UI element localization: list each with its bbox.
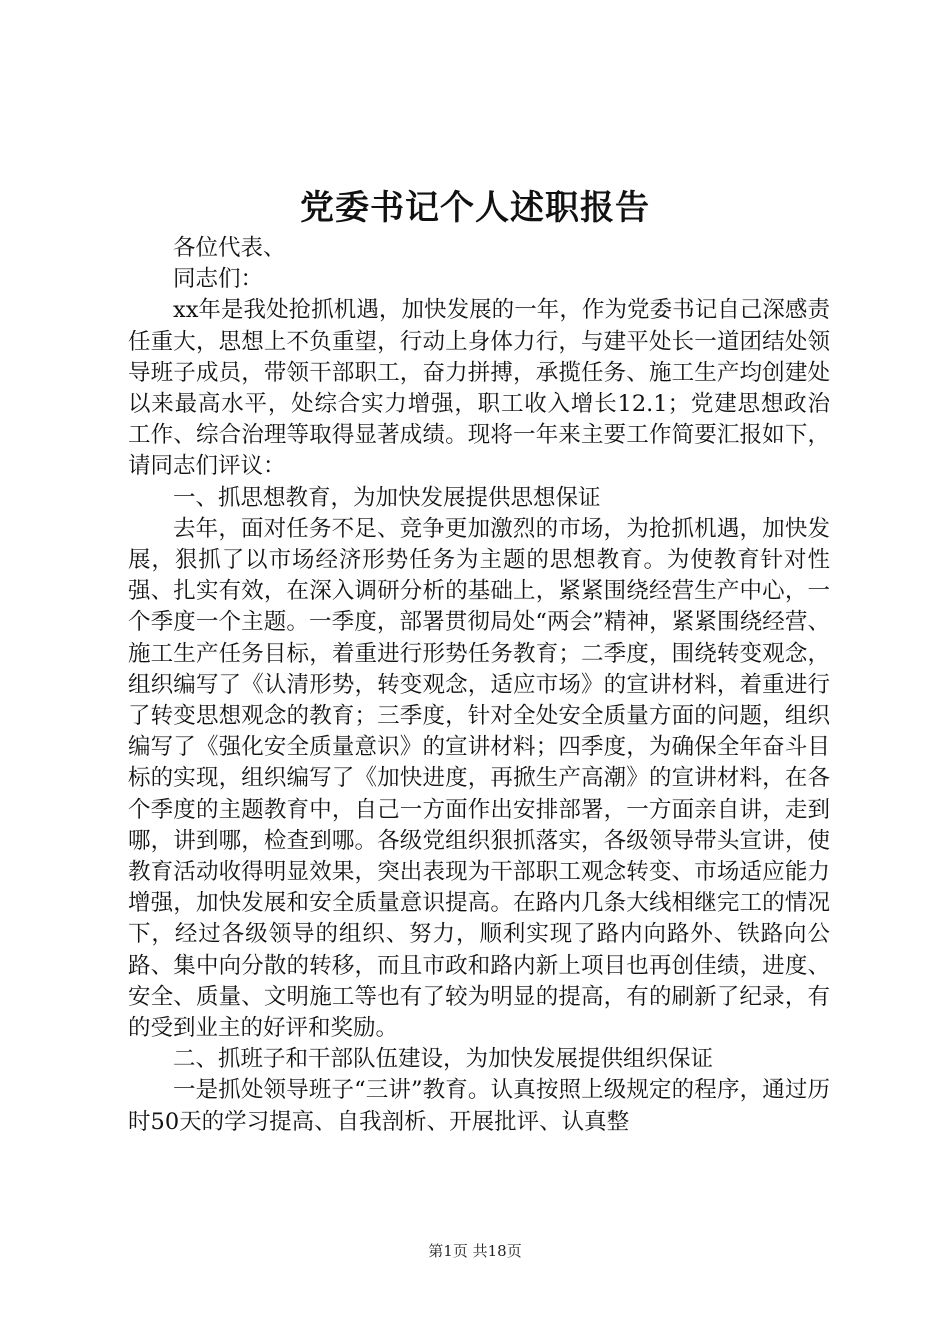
section-heading-2: 二、抓班子和干部队伍建设，为加快发展提供组织保证 — [173, 1046, 714, 1073]
salutation-line-2: 同志们： — [173, 266, 264, 293]
intro-paragraph: xx年是我处抢抓机遇，加快发展的一年，作为党委书记自己深感责任重大，思想上不负重望，行动上身体力行，与建平处长一道团结处领导班子成员，带领干部职工，奋力拼搏，承揽任务、施工生产均创建处以来最高水平，处综合实力增强，职工收入增长12.1；党建思想政治工作、综合治理等取得显著成绩。现将一年来主要工作简要汇报如下，请同志们评议： — [128, 297, 830, 480]
section-2-paragraph: 一是抓处领导班子“三讲”教育。认真按照上级规定的程序，通过历时50天的学习提高、自我剖析、开展批评、认真整 — [128, 1077, 830, 1135]
document-body — [128, 233, 830, 1138]
section-heading-1: 一、抓思想教育，为加快发展提供思想保证 — [173, 484, 601, 511]
salutation-line-1: 各位代表、 — [173, 235, 286, 261]
section-1-paragraph: 去年，面对任务不足、竞争更加激烈的市场，为抢抓机遇，加快发展，狠抓了以市场经济形势任务为主题的思想教育。为使教育针对性强、扎实有效，在深入调研分析的基础上，紧紧围绕经营生产中心，一个季度一个主题。一季度，部署贯彻局处“两会”精神，紧紧围绕经营、施工生产任务目标，着重进行形势任务教育；二季度，围绕转变观念，组织编写了《认清形势，转变观念，适应市场》的宣讲材料，着重进行了转变思想观念的教育；三季度，针对全处安全质量方面的问题，组织编写了《强化安全质量意识》的宣讲材料；四季度，为确保全年奋斗目标的实现，组织编写了《加快进度，再掀生产高潮》的宣讲材料，在各个季度的主题教育中，自己一方面作出安排部署，一方面亲自讲，走到哪，讲到哪，检查到哪。各级党组织狠抓落实，各级领导带头宣讲，使教育活动收得明显效果，突出表现为干部职工观念转变、市场适应能力增强，加快发展和安全质量意识提高。在路内几条大线相继完工的情况下，经过各级领导的组织、努力，顺利实现了路内向路外、铁路向公路、集中向分散的转移，而且市政和路内新上项目也再创佳绩，进度、安全、质量、文明施工等也有了较为明显的提高，有的刷新了纪录，有的受到业主的好评和奖励。 — [128, 515, 830, 1042]
page-number: 第1页 共18页 — [428, 1242, 522, 1260]
document-title: 党委书记个人述职报告 — [300, 188, 650, 228]
